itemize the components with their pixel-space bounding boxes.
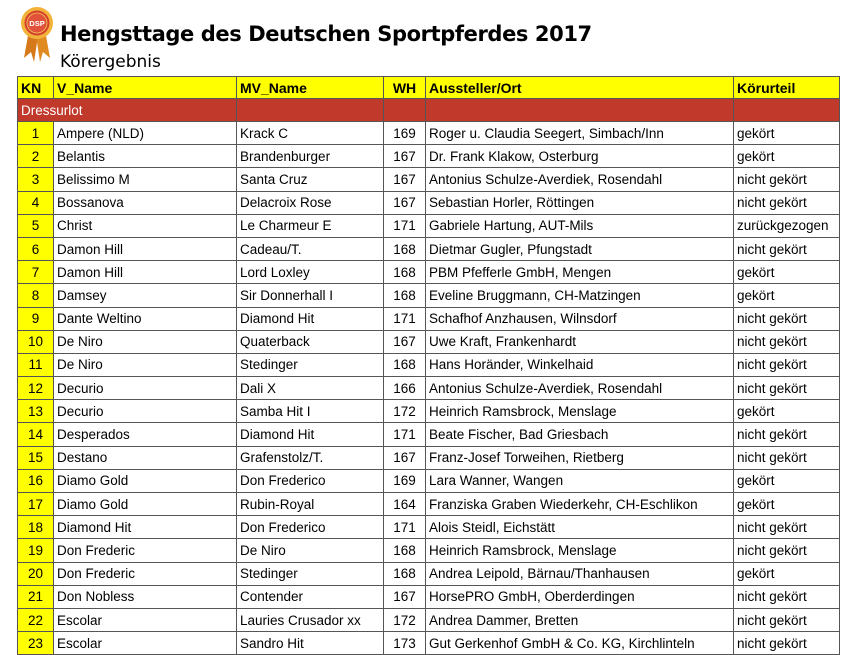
wh-cell: 166 [384, 377, 426, 400]
table-row [18, 191, 840, 214]
page-title: Hengsttage des Deutschen Sportpferdes 2017 [60, 22, 592, 46]
kn-cell: 3 [18, 168, 54, 191]
mv-name-cell: Sir Donnerhall I [237, 284, 384, 307]
table-row [18, 562, 840, 585]
aussteller-cell: Lara Wanner, Wangen [426, 469, 734, 492]
table-header-row [18, 77, 840, 99]
v-name-cell: Decurio [54, 377, 237, 400]
column-header-mv-name: MV_Name [237, 77, 384, 99]
wh-cell: 168 [384, 539, 426, 562]
v-name-cell: Destano [54, 446, 237, 469]
koerurteil-cell: gekört [734, 284, 840, 307]
table-row [18, 261, 840, 284]
table-row [18, 632, 840, 655]
mv-name-cell: Diamond Hit [237, 423, 384, 446]
kn-cell: 15 [18, 446, 54, 469]
mv-name-cell: Lord Loxley [237, 261, 384, 284]
table-row [18, 608, 840, 631]
kn-cell: 23 [18, 632, 54, 655]
mv-name-cell: Quaterback [237, 330, 384, 353]
mv-name-cell: Le Charmeur E [237, 214, 384, 237]
section-label: Dressurlot [18, 99, 237, 122]
aussteller-cell: Sebastian Horler, Röttingen [426, 191, 734, 214]
column-header-v-name: V_Name [54, 77, 237, 99]
koerurteil-cell: nicht gekört [734, 423, 840, 446]
mv-name-cell: Brandenburger [237, 145, 384, 168]
table-row [18, 168, 840, 191]
wh-cell: 167 [384, 585, 426, 608]
v-name-cell: Escolar [54, 608, 237, 631]
table-row [18, 353, 840, 376]
koerurteil-cell: nicht gekört [734, 330, 840, 353]
aussteller-cell: Hans Horänder, Winkelhaid [426, 353, 734, 376]
aussteller-cell: PBM Pfefferle GmbH, Mengen [426, 261, 734, 284]
v-name-cell: Desperados [54, 423, 237, 446]
v-name-cell: Belissimo M [54, 168, 237, 191]
koerurteil-cell: gekört [734, 562, 840, 585]
kn-cell: 22 [18, 608, 54, 631]
table-row [18, 516, 840, 539]
v-name-cell: Don Frederic [54, 539, 237, 562]
aussteller-cell: Gut Gerkenhof GmbH & Co. KG, Kirchlinteln [426, 632, 734, 655]
table-row [18, 446, 840, 469]
koerurteil-cell: gekört [734, 400, 840, 423]
wh-cell: 167 [384, 330, 426, 353]
kn-cell: 11 [18, 353, 54, 376]
aussteller-cell: Schafhof Anzhausen, Wilnsdorf [426, 307, 734, 330]
section-cell [237, 99, 384, 122]
table-row [18, 145, 840, 168]
mv-name-cell: Diamond Hit [237, 307, 384, 330]
wh-cell: 169 [384, 122, 426, 145]
v-name-cell: Escolar [54, 632, 237, 655]
koerurteil-cell: nicht gekört [734, 585, 840, 608]
table-row [18, 493, 840, 516]
aussteller-cell: Franz-Josef Torweihen, Rietberg [426, 446, 734, 469]
wh-cell: 172 [384, 608, 426, 631]
koerurteil-cell: gekört [734, 493, 840, 516]
kn-cell: 14 [18, 423, 54, 446]
wh-cell: 167 [384, 168, 426, 191]
mv-name-cell: Contender [237, 585, 384, 608]
kn-cell: 1 [18, 122, 54, 145]
mv-name-cell: Rubin-Royal [237, 493, 384, 516]
v-name-cell: Christ [54, 214, 237, 237]
wh-cell: 167 [384, 446, 426, 469]
v-name-cell: Belantis [54, 145, 237, 168]
kn-cell: 20 [18, 562, 54, 585]
koerurteil-cell: nicht gekört [734, 168, 840, 191]
aussteller-cell: Gabriele Hartung, AUT-Mils [426, 214, 734, 237]
v-name-cell: Diamo Gold [54, 493, 237, 516]
dsp-rosette-logo [20, 6, 54, 66]
mv-name-cell: Samba Hit I [237, 400, 384, 423]
wh-cell: 171 [384, 516, 426, 539]
v-name-cell: Decurio [54, 400, 237, 423]
kn-cell: 9 [18, 307, 54, 330]
koerurteil-cell: nicht gekört [734, 237, 840, 260]
wh-cell: 173 [384, 632, 426, 655]
koerurteil-cell: nicht gekört [734, 191, 840, 214]
aussteller-cell: Andrea Dammer, Bretten [426, 608, 734, 631]
table-row [18, 423, 840, 446]
wh-cell: 168 [384, 237, 426, 260]
aussteller-cell: Alois Steidl, Eichstätt [426, 516, 734, 539]
section-cell [734, 99, 840, 122]
mv-name-cell: Stedinger [237, 562, 384, 585]
mv-name-cell: Krack C [237, 122, 384, 145]
aussteller-cell: Beate Fischer, Bad Griesbach [426, 423, 734, 446]
kn-cell: 18 [18, 516, 54, 539]
koerurteil-cell: zurückgezogen [734, 214, 840, 237]
wh-cell: 172 [384, 400, 426, 423]
v-name-cell: Damon Hill [54, 261, 237, 284]
v-name-cell: Diamo Gold [54, 469, 237, 492]
table-row [18, 400, 840, 423]
table-row [18, 284, 840, 307]
table-row [18, 539, 840, 562]
page-subtitle: Körergebnis [60, 52, 161, 72]
v-name-cell: De Niro [54, 330, 237, 353]
wh-cell: 171 [384, 214, 426, 237]
koerurteil-cell: gekört [734, 261, 840, 284]
kn-cell: 2 [18, 145, 54, 168]
kn-cell: 16 [18, 469, 54, 492]
page-header [0, 0, 856, 75]
wh-cell: 164 [384, 493, 426, 516]
koerurteil-cell: nicht gekört [734, 539, 840, 562]
v-name-cell: Damon Hill [54, 237, 237, 260]
kn-cell: 13 [18, 400, 54, 423]
kn-cell: 7 [18, 261, 54, 284]
table-row [18, 585, 840, 608]
kn-cell: 10 [18, 330, 54, 353]
v-name-cell: Damsey [54, 284, 237, 307]
kn-cell: 12 [18, 377, 54, 400]
kn-cell: 21 [18, 585, 54, 608]
aussteller-cell: Antonius Schulze-Averdiek, Rosendahl [426, 168, 734, 191]
kn-cell: 6 [18, 237, 54, 260]
logo-text: DSP [29, 19, 45, 28]
aussteller-cell: Andrea Leipold, Bärnau/Thanhausen [426, 562, 734, 585]
wh-cell: 171 [384, 307, 426, 330]
table-row [18, 214, 840, 237]
wh-cell: 168 [384, 261, 426, 284]
aussteller-cell: Franziska Graben Wiederkehr, CH-Eschlikon [426, 493, 734, 516]
table-row [18, 237, 840, 260]
aussteller-cell: Eveline Bruggmann, CH-Matzingen [426, 284, 734, 307]
kn-cell: 19 [18, 539, 54, 562]
aussteller-cell: Antonius Schulze-Averdiek, Rosendahl [426, 377, 734, 400]
koerurteil-cell: nicht gekört [734, 353, 840, 376]
aussteller-cell: Uwe Kraft, Frankenhardt [426, 330, 734, 353]
v-name-cell: Bossanova [54, 191, 237, 214]
koerurteil-cell: gekört [734, 469, 840, 492]
column-header-wh: WH [384, 77, 426, 99]
mv-name-cell: Dali X [237, 377, 384, 400]
kn-cell: 4 [18, 191, 54, 214]
wh-cell: 168 [384, 284, 426, 307]
mv-name-cell: Lauries Crusador xx [237, 608, 384, 631]
column-header-kn: KN [18, 77, 54, 99]
v-name-cell: Dante Weltino [54, 307, 237, 330]
section-row [18, 99, 840, 122]
wh-cell: 168 [384, 353, 426, 376]
koerurteil-cell: nicht gekört [734, 307, 840, 330]
mv-name-cell: Cadeau/T. [237, 237, 384, 260]
mv-name-cell: Don Frederico [237, 469, 384, 492]
aussteller-cell: Heinrich Ramsbrock, Menslage [426, 400, 734, 423]
table-row [18, 469, 840, 492]
mv-name-cell: Grafenstolz/T. [237, 446, 384, 469]
koerurteil-cell: nicht gekört [734, 608, 840, 631]
mv-name-cell: Sandro Hit [237, 632, 384, 655]
column-header-koerurteil: Körurteil [734, 77, 840, 99]
wh-cell: 171 [384, 423, 426, 446]
kn-cell: 8 [18, 284, 54, 307]
kn-cell: 5 [18, 214, 54, 237]
koerurteil-cell: gekört [734, 145, 840, 168]
aussteller-cell: Dr. Frank Klakow, Osterburg [426, 145, 734, 168]
results-table [17, 76, 840, 655]
mv-name-cell: Don Frederico [237, 516, 384, 539]
v-name-cell: Don Nobless [54, 585, 237, 608]
wh-cell: 169 [384, 469, 426, 492]
v-name-cell: Don Frederic [54, 562, 237, 585]
table-row [18, 377, 840, 400]
koerurteil-cell: nicht gekört [734, 446, 840, 469]
section-cell [384, 99, 426, 122]
section-cell [426, 99, 734, 122]
wh-cell: 167 [384, 191, 426, 214]
mv-name-cell: Santa Cruz [237, 168, 384, 191]
mv-name-cell: Stedinger [237, 353, 384, 376]
mv-name-cell: De Niro [237, 539, 384, 562]
wh-cell: 168 [384, 562, 426, 585]
v-name-cell: Ampere (NLD) [54, 122, 237, 145]
table-row [18, 122, 840, 145]
koerurteil-cell: nicht gekört [734, 377, 840, 400]
mv-name-cell: Delacroix Rose [237, 191, 384, 214]
aussteller-cell: Dietmar Gugler, Pfungstadt [426, 237, 734, 260]
koerurteil-cell: nicht gekört [734, 516, 840, 539]
table-row [18, 307, 840, 330]
column-header-aussteller: Aussteller/Ort [426, 77, 734, 99]
v-name-cell: De Niro [54, 353, 237, 376]
koerurteil-cell: nicht gekört [734, 632, 840, 655]
aussteller-cell: Roger u. Claudia Seegert, Simbach/Inn [426, 122, 734, 145]
aussteller-cell: Heinrich Ramsbrock, Menslage [426, 539, 734, 562]
table-row [18, 330, 840, 353]
koerurteil-cell: gekört [734, 122, 840, 145]
v-name-cell: Diamond Hit [54, 516, 237, 539]
aussteller-cell: HorsePRO GmbH, Oberderdingen [426, 585, 734, 608]
kn-cell: 17 [18, 493, 54, 516]
wh-cell: 167 [384, 145, 426, 168]
